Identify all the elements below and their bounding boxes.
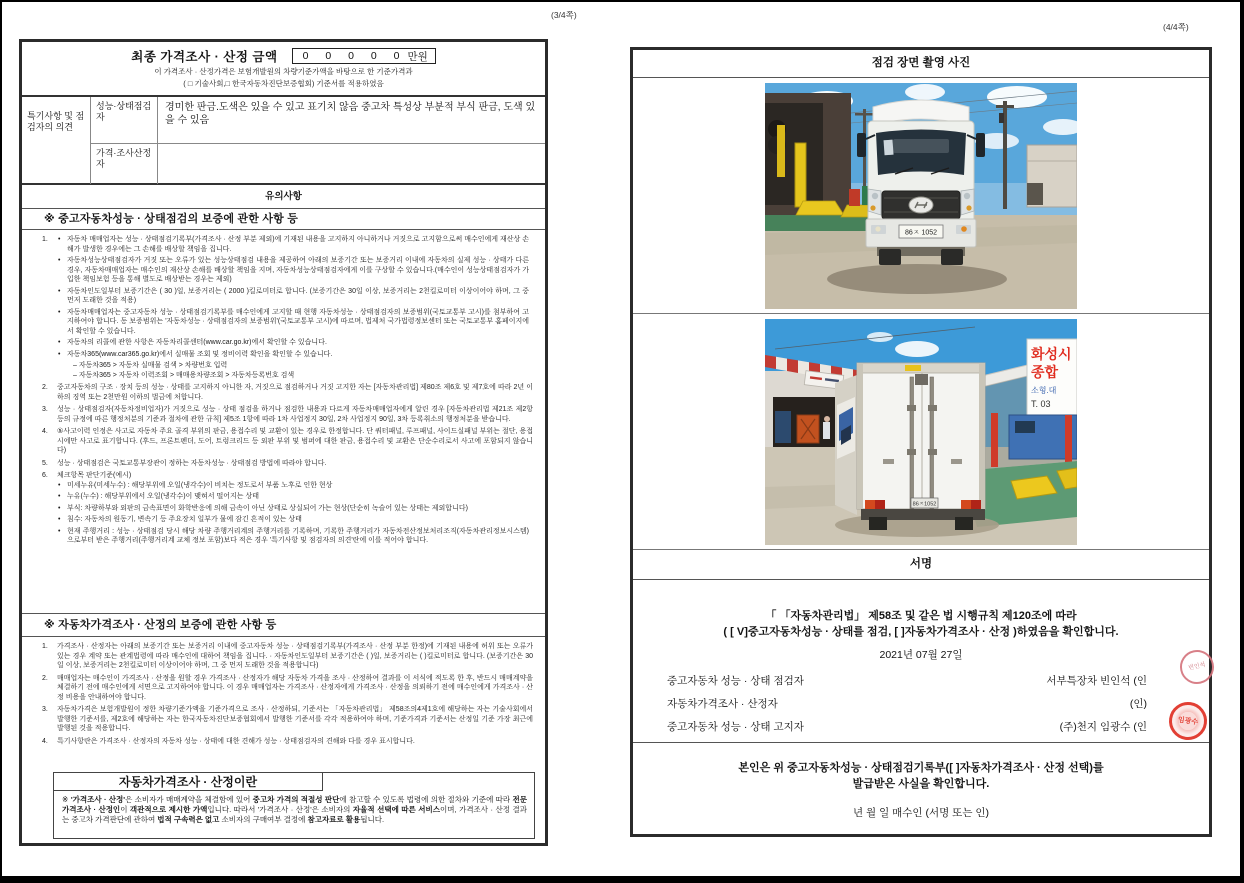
rear-license-plate: 86ㅈ1052 [912, 501, 937, 507]
signature-row-notifier: 중고자동차 성능 · 상태 고지자 (주)천지 임광수 (인 [667, 721, 1147, 733]
signature-statement-1: 「 「자동차관리법」 제58조 및 같은 법 시행규칙 제120조에 따라 [765, 610, 1077, 622]
page-3 [19, 39, 548, 846]
pricing-item-3: 3. 자동차가격은 보험개발원이 정한 차량기준가액을 기준가격으로 조사 · 산정하되, 기준서는 「자동차관리법」 제58조의4제1호에 해당하는 자는 기술사회에서 발행한 기준서를, 제2호에 해당하는 자는 한국자동차진단보증협회에서 발행한 기준서를 각각 적용하여야 하며, 기준가격과 기준서는 산정일 기준 가장 최근에 발행된 것을 적용합니다. [42, 706, 533, 732]
pricing-item-4: 4. 특기사항란은 가격조사 · 산정자의 자동차 성능 · 상태에 대한 견해가 성능 · 상태점검자의 견해와 다를 경우 표시합니다. [42, 737, 415, 745]
confirmation-line-1: 본인은 위 중고자동차성능 · 상태점검기록부([ ]자동차가격조사 · 산정 선택)를 [738, 762, 1104, 774]
signature-section-header: 서명 [633, 550, 1209, 580]
final-price-subtext-1: 이 가격조사 · 산정가격은 보험개발원의 차량기준가액을 바탕으로 한 기준가격과 [154, 67, 413, 76]
notice-item-1-subline-2: – 자동차365 > 자동차 이력조회 > 매매용차량조회 > 자동차등록번호 검색 [73, 371, 295, 379]
final-price-section [22, 42, 545, 97]
final-price-digits: 0 0 0 0 0 [302, 50, 407, 62]
signature-row-inspector: 중고자동차 성능 · 상태 점검자 서부특장차 빈인석 (인 [667, 675, 1147, 687]
notice-item-1: 1. • 자동차 매매업자는 성능 · 상태점검기록부(가격조사 · 산정 부분 제외)에 기재된 내용을 고지하지 아니하거나 거짓으로 고지함으로써 매수인에게 재산상 손해가 발생한 경우에는 그 손해를 배상할 책임을 집니다. • 자동차성능상태점검자가 거짓 또는 오류가 있는 성능상태점검 내용을 제공하여 아래의 보증기간 또는 보증거리 이내에 자동차의 실제 성능 · 상태가 다른 경우, 자동차매매업자는 매수인의 재산상 손해를 배상할 책임을 지며, 자동차성능상태점검자에게 이를 구상할 수 있습니다.(매수인이 성능상태점검자가 가입한 책임보험 등을 통해 별도로 배상받는 경우는 제외) • 자동차인도일부터 보증기간은 ( 30 )일, 보증거리는 ( 2000 )킬로미터로 합니다. (보증기간은 30일 이상, 보증거리는 2천킬로미터 이상이어야 하며, 그 중 먼저 도래한 것을 적용) • 자동차매매업자는 중고자동차 성능 · 상태점검기록부를 매수인에게 고지할 때 현행 자동차성능 · 상태점검자의 보증범위(국토교통부 고시)를 첨부하여 고지하여야 합니다. 동 보증범위는 '자동차성능 · 상태점검자의 보증범위'(국토교통부 고시)에 따르며, 법제처 국가법령정보센터 또는 국토교통부 홈페이지에서 확인할 수 있습니다. • 자동차의 리콜에 관한 사항은 자동차리콜센터(www.car.go.kr)에서 확인할 수 있습니다. • 자동차365(www.car365.go.kr)에서 실매물 조회 및 정비이력 확인을 확인할 수 있습니다. – 자동차365 > 자동차 실매물 검색 > 차량번호 입력 – 자동차365 > 자동차 이력조회 > 매매용차량조회 > 자동차등록번호 검색 [28, 235, 537, 380]
notifier-seal-stamp: 임광수 [1167, 700, 1210, 743]
inspector-opinion-table [22, 97, 545, 185]
inspector-seal-stamp: 빈인석 [1177, 647, 1217, 687]
truck-front-photo-image [765, 83, 1077, 309]
section1-heading: ※ 중고자동차성능 · 상태점검의 보증에 관한 사항 등 [22, 209, 545, 230]
opinion-row-appraiser-label: 가격·조사산정자 [91, 144, 158, 184]
page-marker-left: (3/4쪽) [551, 10, 577, 20]
notice-item-6-bullet-4: • 침수: 자동차의 원동기, 변속기 등 주요장치 일부가 물에 잠긴 흔적이 있는 상태 [57, 515, 533, 525]
notice-item-1-bullet-3: • 자동차인도일부터 보증기간은 ( 30 )일, 보증거리는 ( 2000 )킬로미터로 합니다. (보증기간은 30일 이상, 보증거리는 2천킬로미터 이상이어야 하며, 그 중 먼저 도래한 것을 적용) [57, 287, 533, 306]
notice-item-6-title: 체크항목 판단기준(예시) [57, 472, 132, 479]
page-4 [630, 47, 1212, 837]
opinion-row-inspector-label: 성능·상태점검자 [91, 97, 158, 144]
notice-item-5: 5. 성능 · 상태점검은 국토교통부장관이 정하는 자동차성능 · 상태점검 방법에 따라야 합니다. [42, 459, 327, 467]
notice-item-2: 2. 중고자동차의 구조 · 장치 등의 성능 · 상태를 고지하지 아니한 자, 거짓으로 점검하거나 거짓 고지한 자는 [자동차관리법] 제80조 제6호 및 제7호에 따라 2년 이하의 징역 또는 2천만원 이하의 벌금에 처합니다. [42, 384, 533, 401]
signature-row-appraiser: 자동차가격조사 · 산정자 (인) [667, 698, 1147, 710]
photo-section-header: 점검 장면 촬영 사진 [633, 50, 1209, 78]
shop-sign-line-1: 화성시 [1031, 345, 1072, 362]
truck-rear-photo-image [765, 319, 1077, 545]
final-price-subtext-2: ( □ 기술사회,□ 한국자동차진단보증협회) 기준서를 적용하였음 [183, 78, 384, 88]
confirmation-line-2: 발급받은 사실을 확인합니다. [852, 778, 990, 790]
pricing-item-1: 1. 가격조사 · 산정자는 아래의 보증기간 또는 보증거리 이내에 중고자동차 성능 · 상태점검기록부(가격조사 · 산정 부분 한정)에 기재된 내용에 허위 또는 오류가 있는 경우 계약 또는 관계법령에 따라 매수인에 대하여 책임을 집니다. · 자동차인도일부터 보증기간은 ( )일, 보증거리는 ( )킬로미터로 합니다. (보증기간은 30일 이상, 보증거리는 2천킬로미터 이상이어야 하며, 그 중 먼저 도래한 것을 적용합니다) [42, 643, 533, 669]
notice-item-1-bullet-1: • 자동차 매매업자는 성능 · 상태점검기록부(가격조사 · 산정 부분 제외)에 기재된 내용을 고지하지 아니하거나 거짓으로 고지함으로써 매수인에게 재산상 손해가 발생한 경우에는 그 손해를 배상할 책임을 집니다. [57, 235, 533, 254]
section2-heading: ※ 자동차가격조사 · 산정의 보증에 관한 사항 등 [22, 613, 545, 637]
notice-item-6-bullet-3: • 부식: 차량하부와 외판의 금속표면이 화학반응에 의해 금속이 아닌 상태로 상실되어 가는 현상(단순히 녹슬어 있는 상태는 제외합니다) [57, 504, 533, 514]
final-price-unit: 만원 [407, 50, 428, 63]
pricing-definition-box [53, 772, 535, 839]
confirmation-sign-line: 년 월 일 매수인 (서명 또는 인) [852, 807, 990, 819]
notice-item-3: 3. 성능 · 상태점검자(자동차정비업자)가 거짓으로 성능 · 상태 점검을 하거나 점검한 내용과 다르게 자동차매매업자에게 알린 경우 [자동차관리법 제21조 제2항 등의 규정에 따른 행정처분의 기준과 절차에 관한 규칙] 제5조 1항에 따라 1차 사업정지 30일, 2차 사업정지 90일, 3차 등록취소의 행정처분을 받습니다. [42, 406, 533, 423]
front-license-plate: 86ㅈ 1052 [904, 229, 938, 236]
notice-item-6-bullet-1: • 미세누유(미세누수) : 해당부위에 오일(냉각수)이 비치는 정도로서 부품 노후로 인한 현상 [57, 481, 533, 491]
page-marker-right: (4/4쪽) [1163, 22, 1189, 32]
section2-body [22, 637, 545, 765]
pricing-definition-text: ※ '가격조사 · 산정'은 소비자가 매매계약을 체결함에 있어 중고차 가격의 적절성 판단에 참고할 수 있도록 법령에 의한 절차와 기준에 따라 전문 가격조사 · 산정인이 객관적으로 제시한 가액입니다. 따라서 '가격조사 · 산정'은 소비자의 자율적 선택에 따른 서비스이며, 가격조사 · 산정 결과는 중고차 가격판단에 관하여 법적 구속력은 없고 소비자의 구매여부 결정에 참고자료로 활용됩니다. [62, 795, 528, 824]
pricing-definition-title: 자동차가격조사 · 산정이란 [53, 772, 323, 791]
signature-date: 2021년 07월 27일 [879, 649, 963, 661]
opinion-row-inspector-text: 경미한 판금.도색은 있을 수 있고 표기치 않음 중고차 특성상 부분적 부식 판금, 도색 있을 수 있음 [158, 97, 545, 144]
opinion-row-appraiser-text [158, 144, 545, 184]
notice-item-6-bullet-5: • 현재 주행거리 : 성능 · 상태점검 당시 해당 차량 주행거리계의 주행거리를 기록하며, 기록한 주행거리가 자동차전산정보처리조직(자동차관리정보시스템)으로부터 받은 주행거리(주행거리계 교체 정보 포함)보다 적은 경우 '특기사항 및 점검자의 의견'란에 이를 적어야 합니다. [57, 527, 533, 546]
notice-item-1-bullet-5: • 자동차의 리콜에 관한 사항은 자동차리콜센터(www.car.go.kr)에서 확인할 수 있습니다. [57, 338, 533, 348]
notice-item-1-bullet-6: • 자동차365(www.car365.go.kr)에서 실매물 조회 및 정비이력 확인을 확인할 수 있습니다. [57, 350, 533, 360]
notice-item-6-bullet-2: • 누유(누수) : 해당부위에서 오일(냉각수)이 맺혀서 떨어지는 상태 [57, 492, 533, 502]
notice-header: 유의사항 [22, 185, 545, 209]
notice-item-6: 6. 체크항목 판단기준(예시) • 미세누유(미세누수) : 해당부위에 오일(냉각수)이 비치는 정도로서 부품 노후로 인한 현상 • 누유(누수) : 해당부위에서 오일(냉각수)이 맺혀서 떨어지는 상태 • 부식: 차량하부와 외판의 금속표면이 화학반응에 의해 금속이 아닌 상태로 상실되어 가는 현상(단순히 녹슬어 있는 상태는 제외합니다) • 침수: 자동차의 원동기, 변속기 등 주요장치 일부가 물에 잠긴 흔적이 있는 상태 • 현재 주행거리 : 성능 · 상태점검 당시 해당 차량 주행거리계의 주행거리를 기록하며, 기록한 주행거리가 자동차전산정보처리조직(자동차관리정보시스템)으로부터 받은 주행거리(주행거리계 교체 정보 포함)보다 적은 경우 '특기사항 및 점검자의 의견'란에 이를 적어야 합니다. [28, 471, 537, 548]
final-price-amount-box [292, 48, 436, 64]
notice-item-1-bullet-2: • 자동차성능상태점검자가 거짓 또는 오류가 있는 성능상태점검 내용을 제공하여 아래의 보증기간 또는 보증거리 이내에 자동차의 실제 성능 · 상태가 다른 경우, 자동차매매업자는 매수인의 재산상 손해를 배상할 책임을 지며, 자동차성능상태점검자에게 이를 구상할 수 있습니다.(매수인이 성능상태점검자가 가입한 책임보험 등을 통해 별도로 배상받는 경우는 제외) [57, 256, 533, 285]
truck-front-photo [633, 78, 1209, 314]
notice-item-1-bullet-4: • 자동차매매업자는 중고자동차 성능 · 상태점검기록부를 매수인에게 고지할 때 현행 자동차성능 · 상태점검자의 보증범위(국토교통부 고시)를 첨부하여 고지하여야 합니다. 동 보증범위는 '자동차성능 · 상태점검자의 보증범위'(국토교통부 고시)에 따르며, 법제처 국가법령정보센터 또는 국토교통부 홈페이지에서 확인할 수 있습니다. [57, 308, 533, 337]
section1-body [22, 230, 545, 613]
pricing-item-2: 2. 매매업자는 매수인이 가격조사 · 산정을 원할 경우 가격조사 · 산정자가 해당 자동차 가격을 조사 · 산정하여 결과를 이 서식에 적도록 한 후, 반드시 매매계약을 체결하기 전에 매수인에게 서면으로 고지하여야 합니다. 이 경우 매매업자는 가격조사 · 산정자에게 가격조사 · 산정을 의뢰하기 전에 매수인에게 가격조사 · 산정 비용을 안내하여야 합니다. [42, 674, 533, 701]
notice-item-1-subline-1: – 자동차365 > 자동차 실매물 검색 > 차량번호 입력 [73, 362, 228, 369]
shop-sign-line-4: T. 03 [1031, 398, 1051, 409]
buyer-confirmation-section [633, 742, 1209, 834]
final-price-title: 최종 가격조사 · 산정 금액 [131, 50, 278, 64]
shop-sign-line-3: 소형.대 [1031, 385, 1057, 395]
shop-sign-line-2: 종합 [1031, 363, 1059, 380]
signature-body [633, 580, 1209, 742]
truck-rear-photo [633, 314, 1209, 550]
notice-item-4: 4. ⑤사고이력 인정은 사고로 자동차 주요 골격 부위의 판금, 용접수리 및 교환이 있는 경우로 한정합니다. 단 쿼터패널, 루프패널, 사이드실패널 부위는 절단, 용접 시에만 사고로 표기합니다. (후드, 프론트펜더, 도어, 트렁크리드 등 외판 부위 및 범퍼에 대한 판금, 용접수리 및 교환은 단순수리로서 사고에 포함되지 않습니다) [42, 428, 533, 454]
signature-statement-2: ( [ V]중고자동차성능 · 상태를 점검, [ ]자동차가격조사 · 산정 )하였음을 확인합니다. [723, 626, 1119, 638]
opinion-label: 특기사항 및 점검자의 의견 [22, 97, 91, 184]
